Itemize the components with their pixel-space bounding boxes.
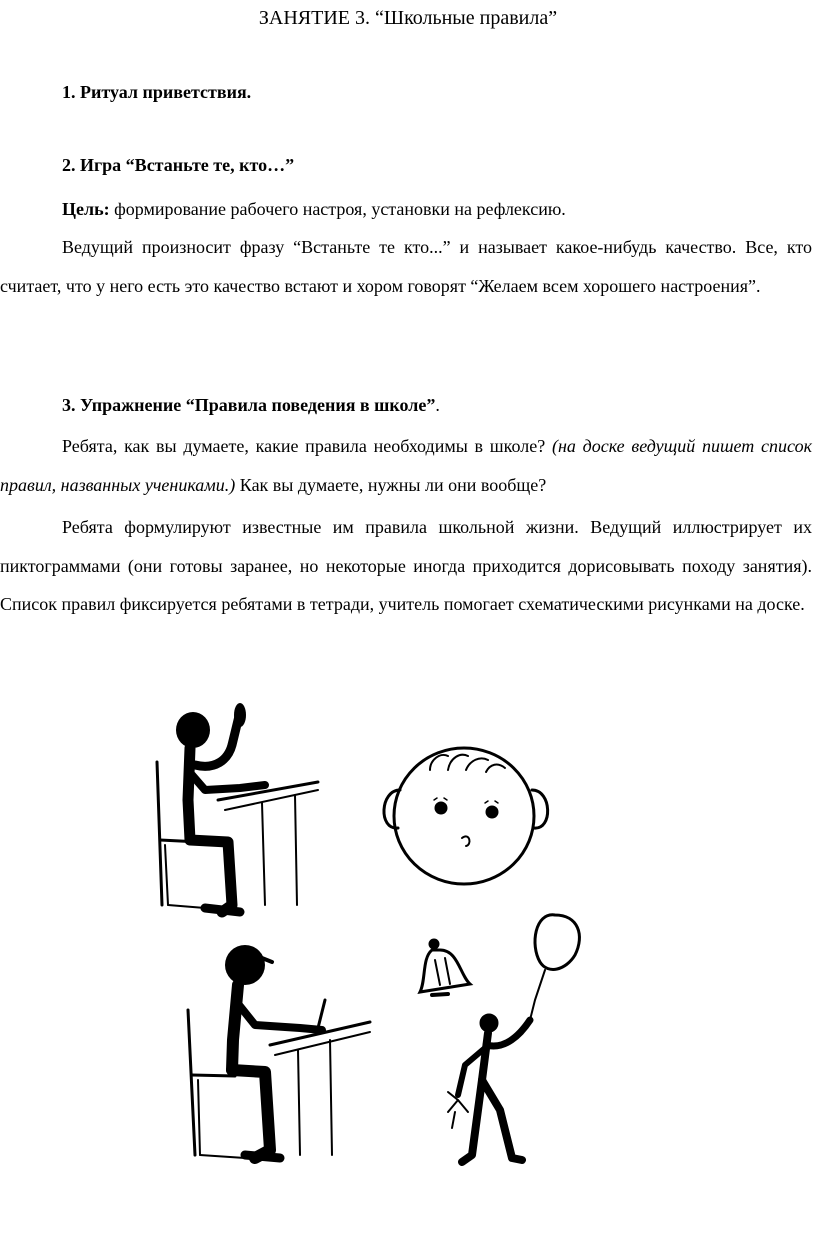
face-pictogram-icon [384,748,548,884]
section-3-heading-dot: . [435,395,440,415]
bell-pictogram-icon [420,939,470,995]
exercise-question-start: Ребята, как вы думаете, какие правила необходимы в школе? [62,436,552,456]
section-2-heading: 2. Игра “Встаньте те, кто…” [62,155,295,175]
raise-hand-pictogram-icon [157,703,318,912]
exercise-question-end: Как вы думаете, нужны ли они вообще? [235,474,547,495]
section-3-heading-text: 3. Упражнение “Правила поведения в школе” [62,395,436,415]
balloon-child-pictogram-icon [448,915,579,1162]
exercise-description-text: Ребята формулируют известные им правила школьной жизни. Ведущий иллюстрирует их пиктограммами (они готовы заранее, но некоторые иногда приходится дорисовывать походу занятия). Список правил фиксируется ребятами в тетради, учитель помогает схематическими рисунками на доске. [0,517,812,614]
page-title: ЗАНЯТИЕ 3. “Школьные правила” [258,7,558,29]
exercise-question-note: (на доске ведущий пишет список правил, названных учениками.) [0,436,812,495]
game-description-text: Ведущий произносит фразу “Встаньте те кто...” и называет какое-нибудь качество. Все, кто считает, что у него есть это качество встают и хором говорят “Желаем всем хорошего настроения”. [0,237,812,296]
goal-label: Цель: [62,199,110,219]
writing-student-pictogram-icon [188,945,370,1158]
section-1-heading: 1. Ритуал приветствия. [62,82,252,102]
goal-text: формирование рабочего настроя, установки на рефлексию. [109,199,566,219]
